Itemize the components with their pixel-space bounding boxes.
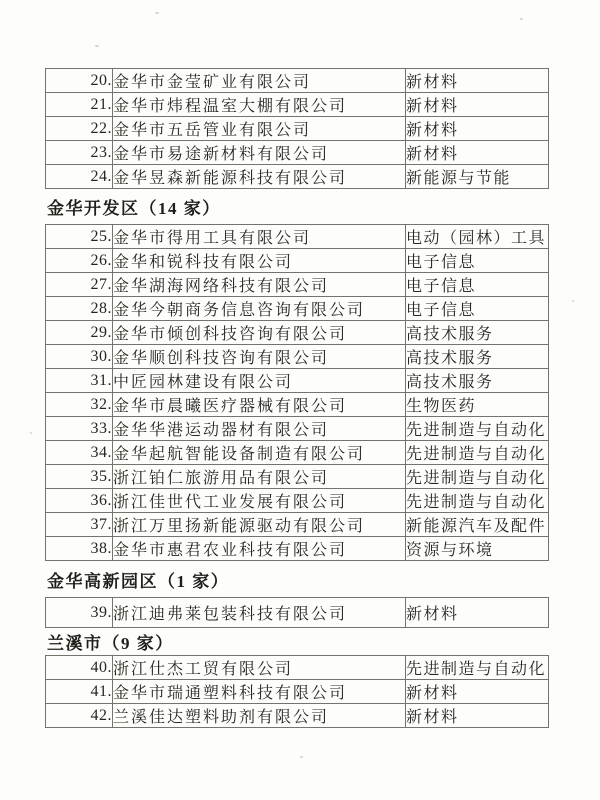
company-table [45,68,549,189]
company-name-cell: 金华和锐科技有限公司 [113,249,406,273]
row-number-cell: 42. [46,704,113,728]
table-row [46,93,549,117]
row-number-cell: 36. [46,489,113,513]
table-row [46,249,549,273]
scan-noise-speck [95,45,99,47]
company-name-cell: 浙江万里扬新能源驱动有限公司 [113,513,406,537]
row-number-cell: 25. [46,225,113,249]
company-name-cell: 金华昱森新能源科技有限公司 [113,165,406,189]
category-cell: 生物医药 [406,393,549,417]
company-name-cell: 中匠园林建设有限公司 [113,369,406,393]
table-row [46,141,549,165]
row-number-cell: 41. [46,680,113,704]
row-number-cell: 24. [46,165,113,189]
company-name-cell: 兰溪佳达塑料助剂有限公司 [113,704,406,728]
table-row [46,537,549,561]
company-name-cell: 浙江铂仁旅游用品有限公司 [113,465,406,489]
category-cell: 先进制造与自动化 [406,489,549,513]
category-cell: 高技术服务 [406,345,549,369]
table-row [46,321,549,345]
scan-noise-speck [155,12,159,14]
table-row [46,369,549,393]
category-cell: 资源与环境 [406,537,549,561]
company-name-cell: 金华市瑞通塑料科技有限公司 [113,680,406,704]
category-cell: 新材料 [406,69,549,93]
table-row [46,704,549,728]
company-name-cell: 金华市易途新材料有限公司 [113,141,406,165]
category-cell: 新材料 [406,93,549,117]
category-cell: 先进制造与自动化 [406,417,549,441]
section-header [45,628,548,655]
section-header [45,189,548,224]
table-row [46,417,549,441]
row-number-cell: 37. [46,513,113,537]
table-row [46,345,549,369]
row-number-cell: 23. [46,141,113,165]
table-row [46,69,549,93]
category-cell: 高技术服务 [406,321,549,345]
row-number-cell: 29. [46,321,113,345]
table-row [46,513,549,537]
category-cell: 先进制造与自动化 [406,656,549,680]
company-name-cell: 浙江迪弗莱包装科技有限公司 [113,598,406,628]
company-name-cell: 金华华港运动器材有限公司 [113,417,406,441]
row-number-cell: 22. [46,117,113,141]
company-name-cell: 浙江仕杰工贸有限公司 [113,656,406,680]
company-table-area [45,68,548,728]
row-number-cell: 39. [46,598,113,628]
company-name-cell: 金华起航智能设备制造有限公司 [113,441,406,465]
row-number-cell: 33. [46,417,113,441]
company-name-cell: 金华市得用工具有限公司 [113,225,406,249]
category-cell: 新材料 [406,117,549,141]
category-cell: 新能源与节能 [406,165,549,189]
section-header-label: 金华开发区（14 家） [47,199,221,218]
row-number-cell: 40. [46,656,113,680]
scan-noise-speck [572,300,574,302]
company-table [45,597,549,628]
row-number-cell: 30. [46,345,113,369]
category-cell: 电子信息 [406,297,549,321]
row-number-cell: 27. [46,273,113,297]
category-cell: 新材料 [406,141,549,165]
table-row [46,489,549,513]
row-number-cell: 20. [46,69,113,93]
table-row [46,680,549,704]
table-row [46,273,549,297]
table-row [46,225,549,249]
category-cell: 新能源汽车及配件 [406,513,549,537]
scan-noise-speck [520,18,523,20]
category-cell: 新材料 [406,704,549,728]
company-name-cell: 金华市晨曦医疗器械有限公司 [113,393,406,417]
company-name-cell: 金华顺创科技咨询有限公司 [113,345,406,369]
table-row [46,465,549,489]
company-name-cell: 金华市五岳管业有限公司 [113,117,406,141]
scan-noise-speck [300,756,303,758]
table-row [46,165,549,189]
table-row [46,656,549,680]
category-cell: 电动（园林）工具 [406,225,549,249]
row-number-cell: 34. [46,441,113,465]
row-number-cell: 21. [46,93,113,117]
category-cell: 电子信息 [406,249,549,273]
company-name-cell: 金华市惠君农业科技有限公司 [113,537,406,561]
table-row [46,441,549,465]
category-cell: 新材料 [406,680,549,704]
row-number-cell: 38. [46,537,113,561]
category-cell: 电子信息 [406,273,549,297]
row-number-cell: 28. [46,297,113,321]
row-number-cell: 35. [46,465,113,489]
table-row [46,117,549,141]
table-row [46,297,549,321]
category-cell: 先进制造与自动化 [406,441,549,465]
company-name-cell: 金华市炜程温室大棚有限公司 [113,93,406,117]
category-cell: 先进制造与自动化 [406,465,549,489]
company-table [45,655,549,728]
row-number-cell: 31. [46,369,113,393]
section-header-label: 兰溪市（9 家） [47,634,174,653]
row-number-cell: 26. [46,249,113,273]
table-row [46,393,549,417]
category-cell: 新材料 [406,598,549,628]
scan-noise-speck [30,432,32,434]
company-name-cell: 浙江佳世代工业发展有限公司 [113,489,406,513]
company-name-cell: 金华市倾创科技咨询有限公司 [113,321,406,345]
row-number-cell: 32. [46,393,113,417]
company-name-cell: 金华今朝商务信息咨询有限公司 [113,297,406,321]
company-name-cell: 金华湖海网络科技有限公司 [113,273,406,297]
table-row [46,598,549,628]
section-header [45,561,548,597]
section-header-label: 金华高新园区（1 家） [47,571,230,591]
company-table [45,224,549,561]
category-cell: 高技术服务 [406,369,549,393]
company-name-cell: 金华市金莹矿业有限公司 [113,69,406,93]
